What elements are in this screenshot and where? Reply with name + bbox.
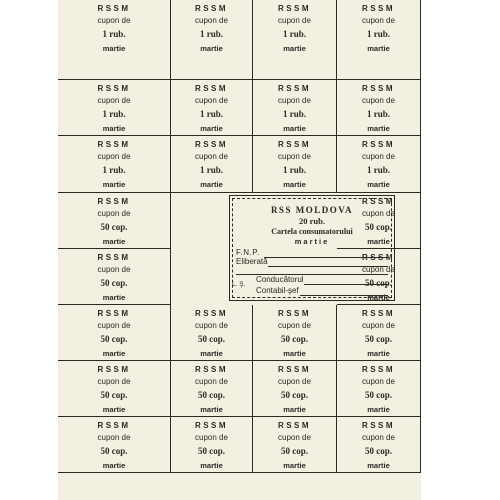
coupon-month: martie <box>283 44 306 53</box>
coupon-label: cupon de <box>362 377 395 386</box>
coupon-month: martie <box>102 44 126 53</box>
card-title: RSS MOLDOVA <box>270 205 354 215</box>
coupon-month: martie <box>367 124 390 133</box>
coupon-label: cupon de <box>362 16 395 25</box>
coupon-label: cupon de <box>195 433 228 442</box>
coupon <box>337 361 421 417</box>
coupon-month: martie <box>367 461 390 470</box>
coupon-label: cupon de <box>278 433 311 442</box>
coupon-issuer: RSSM <box>194 84 229 93</box>
coupon-issuer: RSSM <box>361 197 396 206</box>
coupon-value: 1 rub. <box>366 29 390 39</box>
coupon-value: 50 cop. <box>198 390 225 400</box>
coupon <box>58 305 171 361</box>
coupon-month: martie <box>102 461 126 470</box>
coupon-month: martie <box>200 405 223 414</box>
coupon-label: cupon de <box>362 265 395 274</box>
coupon-issuer: RSSM <box>97 253 131 262</box>
coupon-month: martie <box>367 293 390 302</box>
coupon-month: martie <box>200 124 223 133</box>
ration-coupon-sheet <box>58 0 421 500</box>
director-line <box>304 284 388 285</box>
coupon-issuer: RSSM <box>97 365 131 374</box>
coupon <box>58 136 171 193</box>
coupon-issuer: RSSM <box>194 140 229 149</box>
coupon-month: martie <box>102 349 126 358</box>
coupon-month: martie <box>283 124 306 133</box>
coupon-value: 50 cop. <box>365 390 392 400</box>
coupon-value: 50 cop. <box>281 334 308 344</box>
coupon <box>171 361 253 417</box>
coupon-month: martie <box>102 124 126 133</box>
coupon-value: 50 cop. <box>365 278 392 288</box>
coupon-value: 1 rub. <box>199 165 223 175</box>
coupon-value: 1 rub. <box>366 165 390 175</box>
coupon-label: cupon de <box>362 433 395 442</box>
coupon-label: cupon de <box>195 96 228 105</box>
coupon-issuer: RSSM <box>194 421 229 430</box>
card-subtitle: Cartela consumatorului <box>271 227 353 236</box>
coupon-issuer: RSSM <box>361 365 396 374</box>
card-month: martie <box>294 237 330 246</box>
card-amount: 20 rub. <box>299 216 325 226</box>
coupon-label: cupon de <box>278 321 311 330</box>
coupon-label: cupon de <box>97 433 131 442</box>
coupon-value: 1 rub. <box>282 165 306 175</box>
coupon-label: cupon de <box>278 377 311 386</box>
coupon-value: 50 cop. <box>365 334 392 344</box>
coupon-month: martie <box>102 405 126 414</box>
coupon-issuer: RSSM <box>277 421 312 430</box>
issued-line <box>268 266 388 267</box>
coupon <box>253 0 337 80</box>
coupon <box>58 361 171 417</box>
coupon-value: 1 rub. <box>102 109 126 119</box>
coupon-label: cupon de <box>97 377 131 386</box>
coupon <box>253 136 337 193</box>
coupon-month: martie <box>367 237 390 246</box>
director-label: Conducătorul <box>256 275 304 284</box>
coupon-month: martie <box>200 180 223 189</box>
coupon <box>337 80 421 136</box>
coupon-label: cupon de <box>97 16 131 25</box>
coupon-month: martie <box>367 405 390 414</box>
coupon-issuer: RSSM <box>194 365 229 374</box>
coupon-label: cupon de <box>97 209 131 218</box>
coupon-label: cupon de <box>195 16 228 25</box>
coupon-issuer: RSSM <box>361 140 396 149</box>
coupon <box>58 0 171 80</box>
coupon-month: martie <box>102 237 126 246</box>
coupon-label: cupon de <box>195 321 228 330</box>
coupon-month: martie <box>283 461 306 470</box>
coupon-label: cupon de <box>362 321 395 330</box>
coupon <box>253 417 337 473</box>
coupon <box>58 249 171 305</box>
accountant-line <box>300 295 388 296</box>
coupon-issuer: RSSM <box>277 84 312 93</box>
coupon-month: martie <box>200 44 223 53</box>
coupon <box>337 417 421 473</box>
coupon-month: martie <box>367 180 390 189</box>
coupon-value: 1 rub. <box>102 165 126 175</box>
coupon-value: 50 cop. <box>100 278 128 288</box>
coupon <box>253 80 337 136</box>
coupon <box>171 136 253 193</box>
coupon-value: 1 rub. <box>282 29 306 39</box>
coupon-value: 50 cop. <box>100 446 128 456</box>
coupon-issuer: RSSM <box>97 197 131 206</box>
ls-label: L. Ş. <box>232 281 246 288</box>
coupon-label: cupon de <box>97 96 131 105</box>
coupon <box>58 417 171 473</box>
coupon-label: cupon de <box>278 152 311 161</box>
coupon-value: 50 cop. <box>281 390 308 400</box>
coupon-issuer: RSSM <box>97 84 131 93</box>
coupon-issuer: RSSM <box>361 421 396 430</box>
coupon-label: cupon de <box>97 152 131 161</box>
coupon-month: martie <box>367 44 390 53</box>
coupon <box>58 193 171 249</box>
coupon <box>58 80 171 136</box>
coupon-label: cupon de <box>362 209 395 218</box>
coupon-month: martie <box>283 349 306 358</box>
coupon-month: martie <box>283 180 306 189</box>
coupon <box>171 80 253 136</box>
coupon-value: 50 cop. <box>100 222 128 232</box>
accountant-label: Contabil-şef <box>256 286 299 295</box>
coupon-issuer: RSSM <box>97 309 131 318</box>
coupon-label: cupon de <box>362 152 395 161</box>
coupon-issuer: RSSM <box>361 4 396 13</box>
coupon <box>253 305 337 361</box>
coupon <box>253 361 337 417</box>
coupon-month: martie <box>200 349 223 358</box>
coupon <box>337 305 421 361</box>
coupon-label: cupon de <box>362 96 395 105</box>
coupon-value: 50 cop. <box>198 446 225 456</box>
coupon-label: cupon de <box>278 16 311 25</box>
coupon <box>171 417 253 473</box>
coupon-value: 1 rub. <box>282 109 306 119</box>
name-line <box>264 257 388 258</box>
coupon-issuer: RSSM <box>194 4 229 13</box>
coupon-value: 50 cop. <box>365 222 392 232</box>
coupon-value: 1 rub. <box>199 109 223 119</box>
coupon-label: cupon de <box>97 265 131 274</box>
coupon-issuer: RSSM <box>194 309 229 318</box>
coupon-value: 50 cop. <box>100 390 128 400</box>
coupon-issuer: RSSM <box>277 309 312 318</box>
coupon-issuer: RSSM <box>277 140 312 149</box>
coupon-value: 50 cop. <box>198 334 225 344</box>
coupon-month: martie <box>102 293 126 302</box>
coupon-month: martie <box>283 405 306 414</box>
coupon-label: cupon de <box>195 377 228 386</box>
name-label: F.N.P. <box>236 248 260 257</box>
coupon <box>171 305 253 361</box>
issued-label: Eliberată <box>236 257 268 266</box>
coupon-value: 1 rub. <box>199 29 223 39</box>
coupon-label: cupon de <box>97 321 131 330</box>
coupon-value: 50 cop. <box>281 446 308 456</box>
coupon-issuer: RSSM <box>361 253 396 262</box>
coupon-month: martie <box>367 349 390 358</box>
coupon-issuer: RSSM <box>277 4 312 13</box>
coupon-value: 1 rub. <box>102 29 126 39</box>
coupon-issuer: RSSM <box>361 84 396 93</box>
coupon-issuer: RSSM <box>97 421 131 430</box>
consumer-card <box>229 195 395 301</box>
coupon <box>171 0 253 80</box>
coupon-issuer: RSSM <box>97 4 131 13</box>
coupon-month: martie <box>200 461 223 470</box>
coupon-label: cupon de <box>195 152 228 161</box>
coupon <box>337 136 421 193</box>
coupon-issuer: RSSM <box>277 365 312 374</box>
coupon-issuer: RSSM <box>361 309 396 318</box>
coupon-label: cupon de <box>278 96 311 105</box>
coupon <box>337 0 421 80</box>
coupon-value: 1 rub. <box>366 109 390 119</box>
coupon-value: 50 cop. <box>100 334 128 344</box>
coupon-month: martie <box>102 180 126 189</box>
coupon-value: 50 cop. <box>365 446 392 456</box>
coupon-issuer: RSSM <box>97 140 131 149</box>
